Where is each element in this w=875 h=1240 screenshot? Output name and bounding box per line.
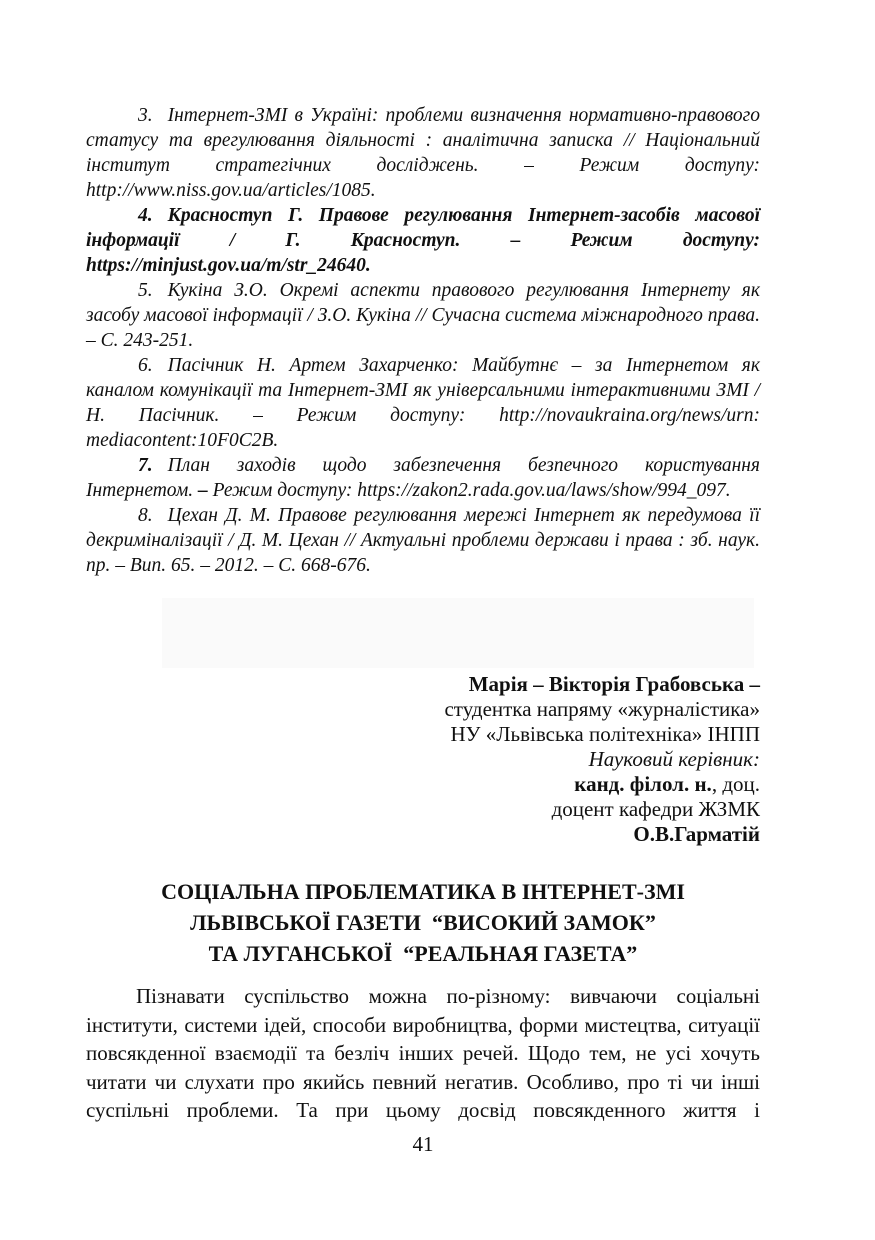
- reference-number: 6.: [138, 355, 153, 376]
- page-number: 41: [412, 1132, 434, 1156]
- reference-item-7: [86, 453, 760, 503]
- reference-item-5: [86, 278, 760, 353]
- reference-number: 4.: [138, 205, 153, 226]
- article-title-line-1: СОЦІАЛЬНА ПРОБЛЕМАТИКА В ІНТЕРНЕТ-ЗМІ: [161, 879, 685, 904]
- reference-number: 3.: [138, 105, 153, 126]
- article-body: [86, 982, 760, 1125]
- author-block: [86, 672, 760, 847]
- supervisor-degree-bold: канд. філол. н.: [574, 772, 712, 796]
- reference-item-3: [86, 103, 760, 203]
- article-title: [86, 876, 760, 969]
- article-title-line-3: ТА ЛУГАНСЬКОЇ “РЕАЛЬНАЯ ГАЗЕТА”: [208, 941, 638, 966]
- references-list: [86, 103, 760, 578]
- reference-number: 7.: [138, 455, 153, 476]
- reference-number: 5.: [138, 280, 153, 301]
- reference-text: Інтернет-ЗМІ в Україні: проблеми визначення нормативно-правового статусу та врегулювання діяльності : аналітична записка // Національний інститут стратегічних досліджень. – Режим доступу: http://www.niss.gov.ua/articles/1085.: [86, 105, 760, 201]
- reference-text: Красноступ Г. Правове регулювання Інтернет-засобів масової інформації / Г. Красноступ. – Режим доступу: https://minjust.gov.ua/m/str_24640.: [86, 205, 760, 276]
- author-name: Марія – Вікторія Грабовська –: [468, 672, 760, 696]
- supervisor-label: Науковий керівник:: [588, 747, 760, 771]
- author-role: студентка напряму «журналістика»: [444, 697, 760, 721]
- supervisor-degree: [86, 772, 760, 797]
- reference-text: Кукіна З.О. Окремі аспекти правового регулювання Інтернету як засобу масової інформації / З.О. Кукіна // Сучасна система міжнародного права. – С. 243-251.: [86, 280, 760, 351]
- reference-item-4: [86, 203, 760, 278]
- reference-text: Пасічник Н. Артем Захарченко: Майбутнє – за Інтернетом як каналом комунікації та Інтернет-ЗМІ як універсальними інтерактивними ЗМІ / Н. Пасічник. – Режим доступу: http://novaukraina.org/news/urn: mediacontent:10F0C2B.: [86, 355, 760, 451]
- article-title-line-2: ЛЬВІВСЬКОЇ ГАЗЕТИ “ВИСОКИЙ ЗАМОК”: [190, 910, 656, 935]
- supervisor-degree-rest: , доц.: [711, 772, 760, 796]
- scan-artifact-rectangle: [162, 598, 754, 668]
- body-paragraph: Пізнавати суспільство можна по-різному: вивчаючи соціальні інститути, системи ідей, способи виробництва, форми мистецтва, ситуації повсякденної взаємодії та безліч інших речей. Щодо тем, не усі хочуть читати чи слухати про якийсь певний негатив. Особливо, про ті чи інші суспільні проблеми. Та при цьому досвід повсякденного життя і: [86, 984, 760, 1122]
- supervisor-name: О.В.Гарматій: [633, 822, 760, 846]
- reference-dash: –: [198, 480, 208, 501]
- reference-text: Режим доступу: https://zakon2.rada.gov.ua/laws/show/994_097.: [212, 480, 731, 501]
- reference-item-6: [86, 353, 760, 453]
- reference-number: 8.: [138, 505, 153, 526]
- reference-text: План заходів щодо забезпечення безпечного користування Інтернетом.: [86, 455, 760, 501]
- reference-text: Цехан Д. М. Правове регулювання мережі Інтернет як передумова її декриміналізації / Д. М. Цехан // Актуальні проблеми держави і права : зб. наук. пр. – Вип. 65. – 2012. – С. 668-676.: [86, 505, 760, 576]
- reference-item-8: [86, 503, 760, 578]
- supervisor-position: доцент кафедри ЖЗМК: [551, 797, 760, 821]
- author-affiliation: НУ «Львівська політехніка» ІНПП: [450, 722, 760, 746]
